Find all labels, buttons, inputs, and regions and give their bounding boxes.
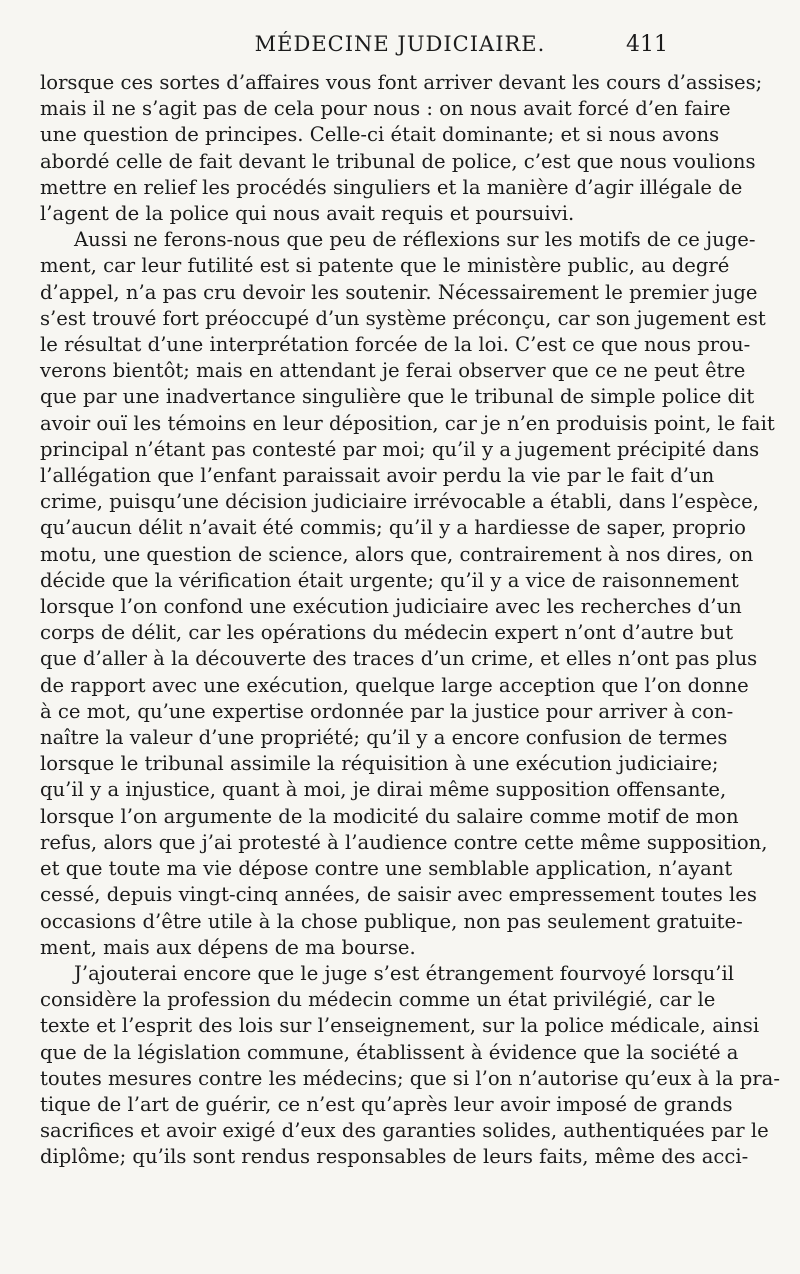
text-line: Aussi ne ferons-nous que peu de réflexions sur les motifs de ce juge- bbox=[74, 228, 756, 252]
text-line: lorsque le tribunal assimile la réquisition à une exécution judiciaire; bbox=[40, 752, 719, 776]
text-line: ment, mais aux dépens de ma bourse. bbox=[40, 935, 416, 959]
text-line: tique de l’art de guérir, ce n’est qu’après leur avoir imposé de grands bbox=[40, 1092, 733, 1116]
text-line: à ce mot, qu’une expertise ordonnée par la justice pour arriver à con- bbox=[40, 699, 734, 723]
text-line: abordé celle de fait devant le tribunal de police, c’est que nous voulions bbox=[40, 149, 756, 173]
text-line: lorsque ces sortes d’affaires vous font arriver devant les cours d’assises; bbox=[40, 71, 763, 94]
text-line: le résultat d’une interprétation forcée de la loi. C’est ce que nous prou- bbox=[40, 333, 751, 357]
text-line: principal n’étant pas contesté par moi; qu’il y a jugement précipité dans bbox=[40, 437, 760, 461]
text-line: toutes mesures contre les médecins; que si l’on n’autorise qu’eux à la pra- bbox=[40, 1066, 780, 1090]
text-line: corps de délit, car les opérations du médecin expert n’ont d’autre but bbox=[40, 621, 734, 645]
text-line: J’ajouterai encore que le juge s’est étrangement fourvoyé lorsqu’il bbox=[74, 961, 734, 985]
text-line: l’agent de la police qui nous avait requis et poursuivi. bbox=[40, 202, 575, 226]
text-line: texte et l’esprit des lois sur l’enseignement, sur la police médicale, ainsi bbox=[40, 1014, 760, 1038]
text-line: occasions d’être utile à la chose publique, non pas seulement gratuite- bbox=[40, 909, 743, 933]
text-line: naître la valeur d’une propriété; qu’il y a encore confusion de termes bbox=[40, 726, 728, 750]
text-line: d’appel, n’a pas cru devoir les soutenir. Nécessairement le premier juge bbox=[40, 280, 758, 304]
text-line: motu, une question de science, alors que, contrairement à nos dires, on bbox=[40, 542, 754, 566]
page-number: 411 bbox=[626, 32, 668, 57]
text-line: avoir ouï les témoins en leur déposition, car je n’en produisis point, le fait bbox=[40, 411, 775, 435]
text-line: lorsque l’on argumente de la modicité du salaire comme motif de mon bbox=[40, 804, 739, 828]
page-header bbox=[0, 28, 800, 68]
text-line: crime, puisqu’une décision judiciaire irrévocable a établi, dans l’espèce, bbox=[40, 490, 759, 514]
text-line: ment, car leur futilité est si patente que le ministère public, au degré bbox=[40, 254, 730, 278]
text-line: s’est trouvé fort préoccupé d’un système préconçu, car son jugement est bbox=[40, 306, 766, 330]
text-line: l’allégation que l’enfant paraissait avoir perdu la vie par le fait d’un bbox=[40, 464, 715, 488]
text-line: cessé, depuis vingt-cinq années, de saisir avec empressement toutes les bbox=[40, 883, 757, 907]
running-title: MÉDECINE JUDICIAIRE. bbox=[254, 32, 546, 56]
body-text bbox=[40, 70, 780, 1171]
text-line: qu’aucun délit n’avait été commis; qu’il y a hardiesse de saper, proprio bbox=[40, 516, 746, 540]
text-line: lorsque l’on confond une exécution judiciaire avec les recherches d’un bbox=[40, 595, 742, 619]
text-line: diplôme; qu’ils sont rendus responsables de leurs faits, même des acci- bbox=[40, 1145, 749, 1169]
text-line: de rapport avec une exécution, quelque large acception que l’on donne bbox=[40, 673, 749, 697]
text-line: qu’il y a injustice, quant à moi, je dirai même supposition offensante, bbox=[40, 778, 727, 802]
text-line: et que toute ma vie dépose contre une semblable application, n’ayant bbox=[40, 857, 733, 881]
text-line: verons bientôt; mais en attendant je ferai observer que ce ne peut être bbox=[40, 359, 746, 383]
text-line: que par une inadvertance singulière que le tribunal de simple police dit bbox=[40, 385, 755, 409]
text-line: mais il ne s’agit pas de cela pour nous : on nous avait forcé d’en faire bbox=[40, 97, 731, 121]
text-line: considère la profession du médecin comme un état privilégié, car le bbox=[40, 988, 716, 1012]
text-line: que d’aller à la découverte des traces d’un crime, et elles n’ont pas plus bbox=[40, 647, 758, 671]
text-line: sacrifices et avoir exigé d’eux des garanties solides, authentiquées par le bbox=[40, 1119, 769, 1143]
text-line: mettre en relief les procédés singuliers et la manière d’agir illégale de bbox=[40, 175, 743, 199]
text-line: que de la législation commune, établissent à évidence que la société a bbox=[40, 1040, 739, 1064]
text-line: décide que la vérification était urgente; qu’il y a vice de raisonnement bbox=[40, 568, 739, 592]
text-line: refus, alors que j’ai protesté à l’audience contre cette même supposition, bbox=[40, 830, 768, 854]
text-line: une question de principes. Celle-ci était dominante; et si nous avons bbox=[40, 123, 720, 147]
